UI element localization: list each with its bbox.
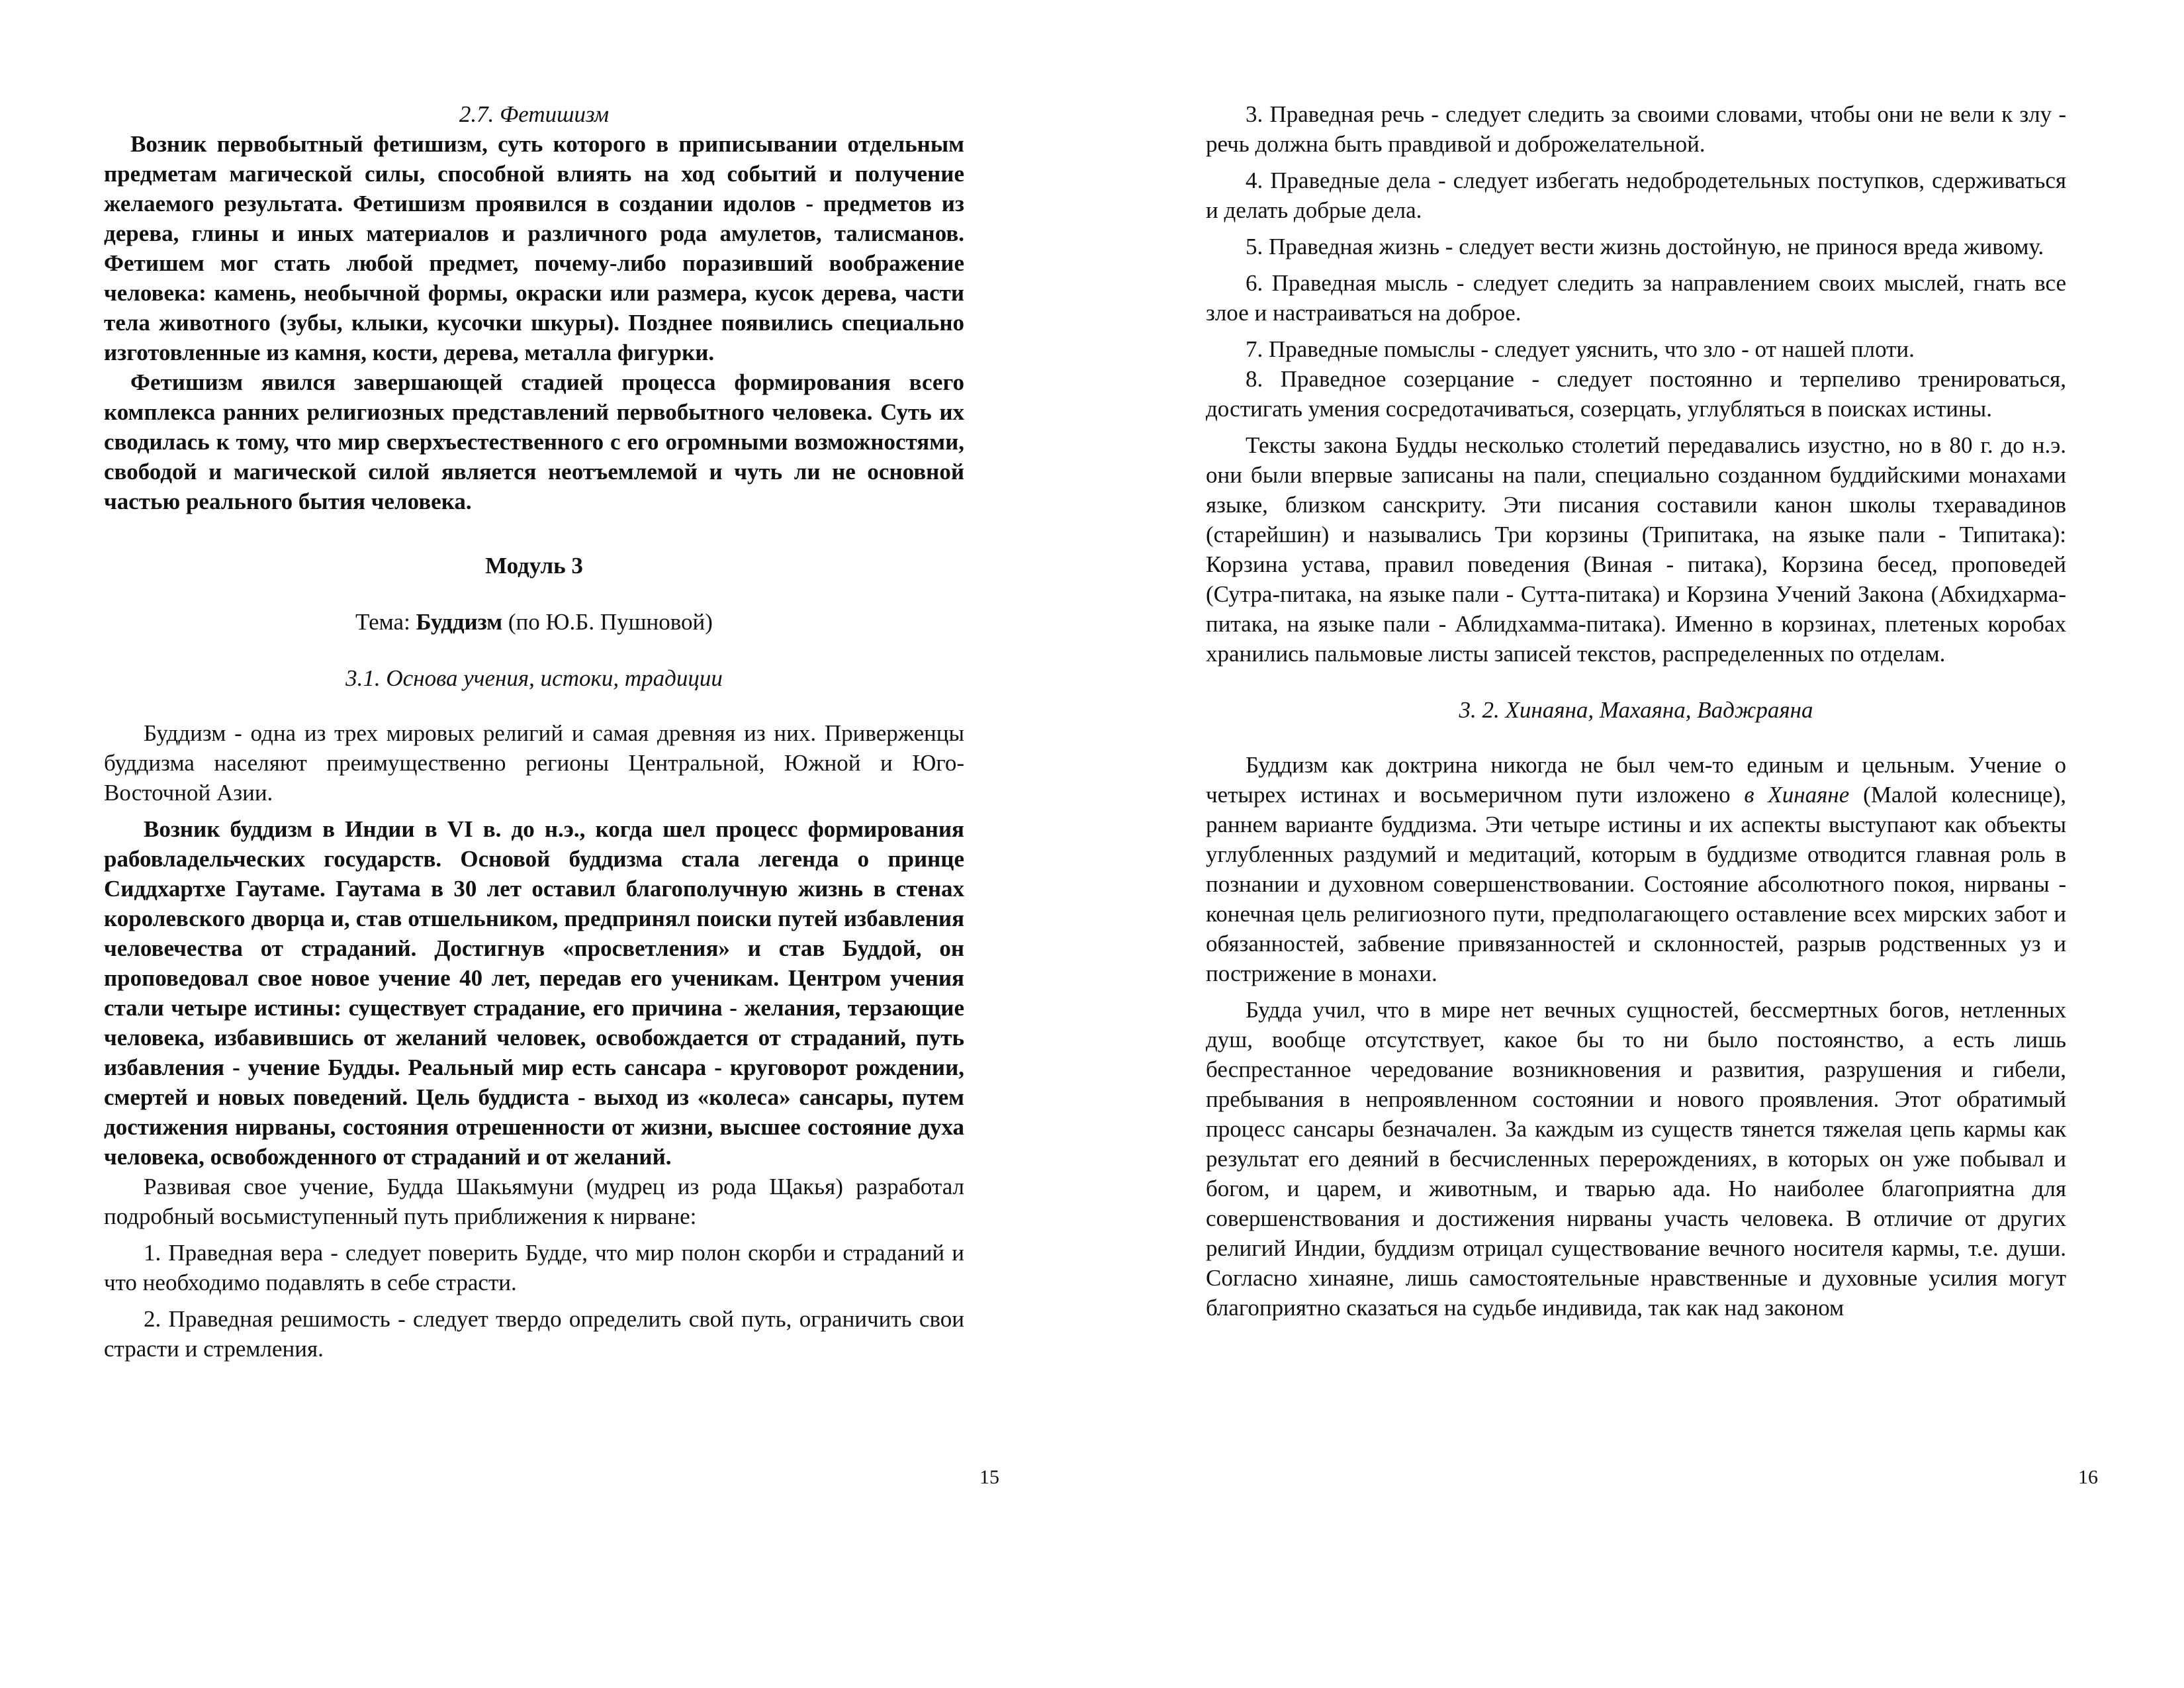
module-title: Модуль 3	[485, 553, 583, 579]
paragraph-tripitaka: Тексты закона Будды несколько столетий передавались изустно, но в 80 г. до н.э. они были впервые записаны на пали, специально созданном буддийскими монахами языке, близком санскриту. Эти писания составили канон школы тхеравадинов (старейшин) и назывались Три корзины (Трипитака, на языке пали - Типитака): Корзина устава, правил поведения (Виная - питака), Корзина бесед, проповедей (Сутра-питака, на языке пали - Сутта-питака) и Корзина Учений Закона (Абхидхарма-питака, на языке пали - Аблидхамма-питака). Именно в корзинах, плетеных коробах хранились пальмовые листы записей текстов, распределенных по отделам.	[1206, 432, 2066, 667]
hinayana-text-a: Буддизм как доктрина никогда не был чем-то единым и цельным. Учение о четырех истинах и восьмеричном пути изложено	[1206, 752, 2066, 808]
section-heading-fetishism: 2.7. Фетишизм	[459, 101, 610, 127]
paragraph-eightfold-intro: Развивая свое учение, Будда Шакьямуни (мудрец из рода Щакья) разработал подробный восьмиступенный путь приближения к нирване:	[104, 1174, 964, 1229]
section-heading-3-1: 3.1. Основа учения, истоки, традиции	[345, 665, 723, 691]
paragraph-fetishism-2: Фетишизм явился завершающей стадией процесса формирования всего комплекса ранних религиозных представлений первобытного человека. Суть их сводилась к тому, что мир сверхъестественного с его огромными возможностями, свободой и магической силой является неотъемлемой и чуть ли не основной частью реального бытия человека.	[104, 369, 964, 514]
topic-prefix: Тема:	[355, 609, 416, 635]
paragraph-buddhism-origin: Возник буддизм в Индии в VI в. до н.э., когда шел процесс формирования рабовладельческих государств. Основой буддизма стала легенда о принце Сиддхартхе Гаутаме. Гаутама в 30 лет оставил благополучную жизнь в стенах королевского дворца и, став отшельником, предпринял поиски путей избавления человечества от страданий. Достигнув «просветления» и став Буддой, он проповедовал свое новое учение 40 лет, передав его ученикам. Центром учения стали четыре истины: существует страдание, его причина - желания, терзающие человека, избавившись от желаний человек, освобождается от страданий, путь избавления - учение Будды. Реальный мир есть сансара - круговорот рождении, смертей и новых поведений. Цель буддиста - выход из «колеса» сансары, путем достижения нирваны, состояния отрешенности от жизни, высшее состояние духа человека, освобожденного от страданий и от желаний.	[104, 816, 964, 1170]
section-heading-3-2: 3. 2. Хинаяна, Махаяна, Ваджраяна	[1459, 697, 1813, 723]
hinayana-italic: в Хинаяне	[1744, 782, 1850, 808]
paragraph-buddhism-intro: Буддизм - одна из трех мировых религий и самая древняя из них. Приверженцы буддизма населяют преимущественно регионы Центральной, Южной и Юго-Восточной Азии.	[104, 720, 964, 806]
page-number-right: 16	[2078, 1466, 2098, 1488]
page-number-left: 15	[979, 1466, 999, 1488]
topic-rest: (по Ю.Б. Пушновой)	[502, 609, 713, 635]
paragraph-samsara: Будда учил, что в мире нет вечных сущностей, бессмертных богов, нетленных душ, вообще отсутствует, какое бы то ни было постоянство, а есть лишь беспрестанное чередование возникновения и развития, разрушения и гибели, пребывания в непроявленном состоянии и нового проявления. Этот обратимый процесс сансары безначален. За каждым из существ тянется тяжелая цепь кармы как результат его деяний в бесчисленных перерождениях, в которых он уже побывал и богом, и царем, и животным, и тварью ада. Но наиболее благоприятна для совершенствования и достижения нирваны участь человека. В отличие от других религий Индии, буддизм отрицал существование вечного носителя кармы, т.е. души. Согласно хинаяне, лишь самостоятельные нравственные и духовные усилия могут благоприятно сказаться на судьбе индивида, так как над законом	[1206, 997, 2066, 1321]
list-item-5: 5. Праведная жизнь - следует вести жизнь достойную, не принося вреда живому.	[1246, 234, 2044, 259]
list-item-2: 2. Праведная решимость - следует твердо определить свой путь, ограничить свои страсти и стремления.	[104, 1306, 964, 1362]
left-page	[104, 99, 964, 1364]
list-item-3: 3. Праведная речь - следует следить за своими словами, чтобы они не вели к злу - речь должна быть правдивой и доброжелательной.	[1206, 101, 2066, 157]
paragraph-hinayana	[1206, 750, 2066, 988]
topic-bold: Буддизм	[416, 609, 503, 635]
topic-title	[104, 607, 964, 637]
list-item-6: 6. Праведная мысль - следует следить за направлением своих мыслей, гнать все злое и настраиваться на доброе.	[1206, 270, 2066, 326]
hinayana-text-b: (Малой колеснице), раннем варианте буддизма. Эти четыре истины и их аспекты выступают как объекты углубленных раздумий и медитаций, которым в буддизме отводится главная роль в познании и духовном совершенствовании. Состояние абсолютного покоя, нирваны - конечная цель религиозного пути, предполагающего оставление всех мирских забот и обязанностей, забвение привязанностей и склонностей, разрыв родственных уз и пострижение в монахи.	[1206, 782, 2066, 986]
list-item-7: 7. Праведные помыслы - следует уяснить, что зло - от нашей плоти.	[1246, 336, 1915, 362]
list-item-4: 4. Праведные дела - следует избегать недобродетельных поступков, сдерживаться и делать добрые дела.	[1206, 167, 2066, 223]
right-page	[1206, 99, 2066, 1323]
list-item-8: 8. Праведное созерцание - следует постоянно и терпеливо тренироваться, достигать умения сосредотачиваться, созерцать, углубляться в поисках истины.	[1206, 366, 2066, 422]
list-item-1: 1. Праведная вера - следует поверить Будде, что мир полон скорби и страданий и что необходимо подавлять в себе страсти.	[104, 1240, 964, 1295]
paragraph-fetishism-1: Возник первобытный фетишизм, суть которого в приписывании отдельным предметам магической силы, способной влиять на ход событий и получение желаемого результата. Фетишизм проявился в создании идолов - предметов из дерева, глины и иных материалов и различного рода амулетов, талисманов. Фетишем мог стать любой предмет, почему-либо поразивший воображение человека: камень, необычной формы, окраски или размера, кусок дерева, части тела животного (зубы, клыки, кусочки шкуры). Позднее появились специально изготовленные из камня, кости, дерева, металла фигурки.	[104, 131, 964, 365]
